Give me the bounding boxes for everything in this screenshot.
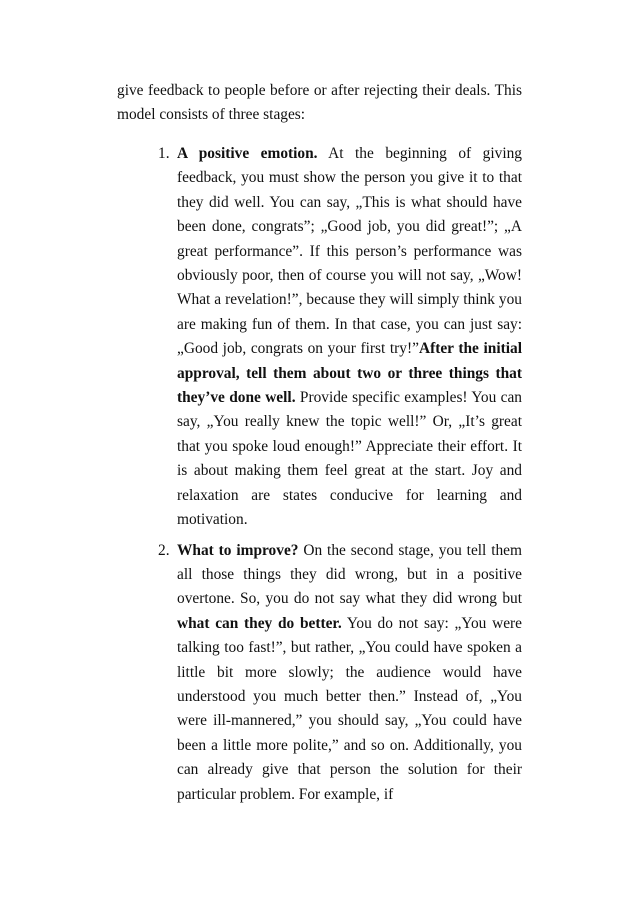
bold-text: After the initial approval, tell them about two or three things that they’ve done well.: [177, 340, 522, 407]
list-item: [158, 142, 522, 533]
body-text: You do not say: „You were talking too fast!”, but rather, „You could have spoken a little bit more slowly; the audience would have understood you much better then.” Instead of, „You were ill-mannered,” you should say, „You could have been a little more polite,” and so on. Additionally, you can already give that person the solution for their particular problem. For example, if: [177, 614, 522, 803]
list-item: [158, 539, 522, 807]
list-item-text: [177, 539, 522, 807]
list-item-number: 2.: [158, 541, 170, 559]
body-text: At the beginning of giving feedback, you must show the person you give it to that they did well. You can say, „This is what should have been done, congrats”; „Good job, you did great!”; „A great performance”. If this person’s performance was obviously poor, then of course you will not say, „Wow! What a revelation!”, because they will simply think you are making fun of them. In that case, you can just say: „Good job, congrats on your first try!”: [177, 145, 522, 358]
bold-text: what can they do better.: [177, 614, 342, 632]
bold-text: A positive emotion.: [177, 145, 318, 162]
body-text: Provide specific examples! You can say, „You really knew the topic well!” Or, „It’s great that you spoke loud enough!” Appreciate their effort. It is about making them feel great at the start. Joy and relaxation are states conducive for learning and motivation.: [177, 389, 522, 529]
stages-list: [158, 142, 522, 813]
intro-paragraph: give feedback to people before or after rejecting their deals. This model consists of three stages:: [117, 82, 522, 124]
bold-text: What to improve?: [177, 541, 299, 559]
list-item-number: 1.: [158, 145, 170, 162]
list-item-text: [177, 142, 522, 533]
body-text: On the second stage, you tell them all those things they did wrong, but in a positive overtone. So, you do not say what they did wrong but: [177, 541, 522, 608]
